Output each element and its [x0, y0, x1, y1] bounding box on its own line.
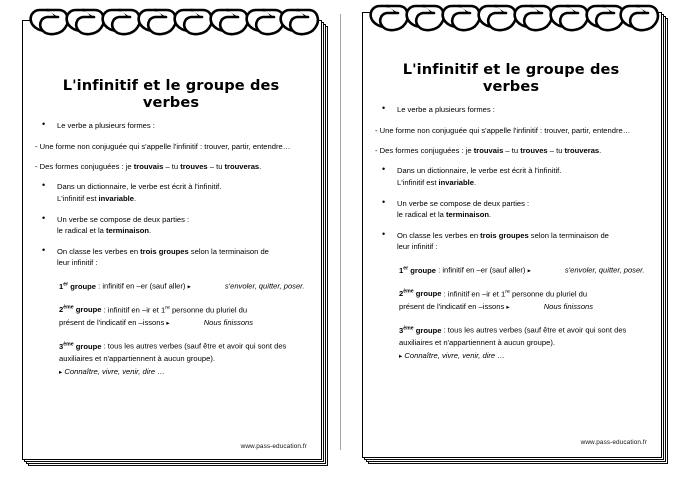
dash-infinitive-form-text: - Une forme non conjuguée qui s'appelle l'infinitif : trouver, partir, entendre…	[35, 141, 291, 151]
notepad-paper-left	[22, 20, 322, 460]
group-2-number: 2	[399, 289, 404, 299]
verb-trouves: trouves	[180, 162, 208, 171]
bullet-two-parts-line1: Un verbe se compose de deux parties :	[57, 214, 190, 224]
bullet-verb-forms	[35, 120, 307, 132]
group-1-definition	[35, 278, 307, 294]
dash-conjugated-forms	[35, 161, 307, 172]
group-2-rule-line2: présent de l'indicatif en –issons	[59, 317, 165, 327]
group-2-rule-b: personne du pluriel du	[509, 289, 588, 299]
bullet-dictionary-line2-end: .	[134, 194, 137, 203]
group-3-ordinal-suffix: ème	[63, 341, 74, 348]
lesson-bullet-list	[35, 120, 307, 132]
lesson-content-right	[363, 61, 661, 369]
bullet-two-parts	[375, 198, 647, 221]
verb-trouveras: trouveras	[224, 162, 260, 171]
group-1-ordinal-suffix: er	[63, 280, 69, 287]
page-divider	[340, 14, 341, 450]
dash-conj-end: .	[259, 162, 262, 171]
group-2-number: 2	[59, 305, 64, 315]
arrow-icon-group-1: ▸	[527, 267, 531, 275]
group-3-definition	[35, 338, 307, 379]
footer-credit: www.pass-education.fr	[240, 443, 307, 450]
page-title: L'infinitif et le groupe des verbes	[402, 61, 620, 95]
arrow-icon-group-1: ▸	[187, 283, 191, 291]
group-2-rule-a: : infinitif en –ir et 1	[101, 305, 166, 315]
bullet-dictionary	[375, 165, 647, 188]
word-invariable: invariable	[438, 178, 475, 187]
bullet-two-parts-line2-end: .	[149, 226, 152, 236]
dash-infinitive-form-text: - Une forme non conjuguée qui s'appelle l'infinitif : trouver, partir, entendre…	[375, 125, 631, 135]
verb-trouves: trouves	[520, 146, 548, 155]
group-1-rule: : infinitif en –er (sauf aller)	[95, 281, 186, 291]
word-terminaison: terminaison	[445, 210, 490, 220]
group-3-ordinal-suffix: ème	[403, 325, 414, 332]
bullet-three-groups	[375, 230, 647, 253]
group-1-rule: : infinitif en –er (sauf aller)	[435, 265, 526, 275]
group-1-examples: s'envoler, quitter, poser.	[564, 265, 645, 275]
bullet-three-groups	[35, 246, 307, 269]
dash-conj-end: .	[599, 146, 602, 155]
bullet-two-parts-line2-end: .	[489, 210, 492, 220]
group-2-rule-b: personne du pluriel du	[169, 305, 248, 315]
word-trois-groupes: trois groupes	[140, 246, 189, 256]
group-3-examples: Connaître, vivre, venir, dire …	[64, 366, 165, 376]
dash-conj-mid1: – tu	[163, 162, 181, 171]
lesson-bullet-list	[375, 104, 647, 116]
bullet-verb-forms-text: Le verbe a plusieurs formes :	[397, 105, 495, 114]
lesson-bullet-list-2	[35, 181, 307, 269]
notepad-paper-right	[362, 12, 662, 458]
group-2-definition	[375, 286, 647, 314]
arrow-icon-group-2: ▸	[166, 319, 170, 327]
footer-credit: www.pass-education.fr	[580, 439, 647, 446]
word-trois-groupes: trois groupes	[480, 230, 529, 240]
group-3-definition	[375, 322, 647, 363]
group-2-rule-a: : infinitif en –ir et 1	[441, 289, 506, 299]
word-invariable: invariable	[98, 194, 135, 203]
dash-infinitive-form	[375, 125, 647, 136]
bullet-dictionary-line2-prefix: L'infinitif est	[57, 194, 99, 203]
bullet-three-groups-mid: selon la terminaison de	[528, 230, 609, 240]
dash-conj-mid2: – tu	[547, 146, 565, 155]
group-2-label: groupe	[73, 305, 102, 315]
word-terminaison: terminaison	[105, 226, 150, 236]
bullet-dictionary-line2-end: .	[474, 178, 477, 187]
group-1-definition	[375, 262, 647, 278]
bullet-two-parts-line1: Un verbe se compose de deux parties :	[397, 198, 530, 208]
bullet-dictionary	[35, 181, 307, 204]
group-1-number: 1	[59, 281, 64, 291]
bullet-two-parts-line2-prefix: le radical et la	[57, 226, 106, 236]
dash-conj-mid2: – tu	[207, 162, 225, 171]
dash-infinitive-form	[35, 141, 307, 152]
dash-conj-mid1: – tu	[503, 146, 521, 155]
bullet-dictionary-line2-prefix: L'infinitif est	[397, 178, 439, 187]
group-3-examples: Connaître, vivre, venir, dire …	[404, 350, 505, 360]
notepad-card-left[interactable]	[22, 20, 322, 460]
group-2-ordinal-suffix: ème	[63, 304, 74, 311]
arrow-icon-group-3: ▸	[59, 368, 63, 376]
verb-trouvais: trouvais	[473, 146, 504, 155]
dash-conjugated-forms	[375, 145, 647, 156]
bullet-verb-forms	[375, 104, 647, 116]
group-2-person-suffix: re	[505, 288, 510, 295]
bullet-dictionary-line1: Dans un dictionnaire, le verbe est écrit à l'infinitif.	[57, 182, 222, 192]
group-2-ordinal-suffix: ème	[403, 288, 414, 295]
bullet-verb-forms-text: Le verbe a plusieurs formes :	[57, 121, 155, 130]
bullet-three-groups-prefix: On classe les verbes en	[397, 230, 481, 240]
bullet-three-groups-line2: leur infinitif :	[397, 242, 438, 252]
group-3-number: 3	[59, 341, 64, 351]
arrow-icon-group-2: ▸	[506, 303, 510, 311]
group-2-definition	[35, 302, 307, 330]
group-3-label: groupe	[73, 341, 102, 351]
bullet-three-groups-line2: leur infinitif :	[57, 258, 98, 268]
notepad-card-right[interactable]	[362, 12, 662, 458]
group-2-examples: Nous finissons	[203, 317, 254, 327]
arrow-icon-group-3: ▸	[399, 352, 403, 360]
bullet-dictionary-line1: Dans un dictionnaire, le verbe est écrit à l'infinitif.	[397, 166, 562, 176]
group-3-rule: : tous les autres verbes (sauf être et avoir qui sont des auxiliaires et n'appartiennent à aucun groupe).	[399, 325, 627, 348]
verb-trouvais: trouvais	[133, 162, 164, 171]
group-1-ordinal-suffix: er	[403, 264, 409, 271]
bullet-three-groups-prefix: On classe les verbes en	[57, 246, 141, 256]
lesson-content-left	[23, 77, 321, 385]
group-1-number: 1	[399, 265, 404, 275]
bullet-two-parts-line2-prefix: le radical et la	[397, 210, 446, 220]
page-title: L'infinitif et le groupe des verbes	[62, 77, 280, 111]
group-1-label: groupe	[68, 281, 96, 291]
group-3-rule: : tous les autres verbes (sauf être et avoir qui sont des auxiliaires et n'appartiennent à aucun groupe).	[59, 341, 287, 364]
dash-conj-prefix: - Des formes conjuguées : je	[35, 162, 134, 171]
verb-trouveras: trouveras	[564, 146, 600, 155]
bullet-two-parts	[35, 214, 307, 237]
group-2-person-suffix: re	[165, 304, 170, 311]
group-3-label: groupe	[413, 325, 442, 335]
bullet-three-groups-mid: selon la terminaison de	[188, 246, 269, 256]
group-1-examples: s'envoler, quitter, poser.	[224, 281, 305, 291]
group-3-number: 3	[399, 325, 404, 335]
group-2-rule-line2: présent de l'indicatif en –issons	[399, 301, 505, 311]
lesson-bullet-list-2	[375, 165, 647, 253]
dash-conj-prefix: - Des formes conjuguées : je	[375, 146, 474, 155]
group-2-examples: Nous finissons	[543, 301, 594, 311]
group-2-label: groupe	[413, 289, 442, 299]
group-1-label: groupe	[408, 265, 436, 275]
